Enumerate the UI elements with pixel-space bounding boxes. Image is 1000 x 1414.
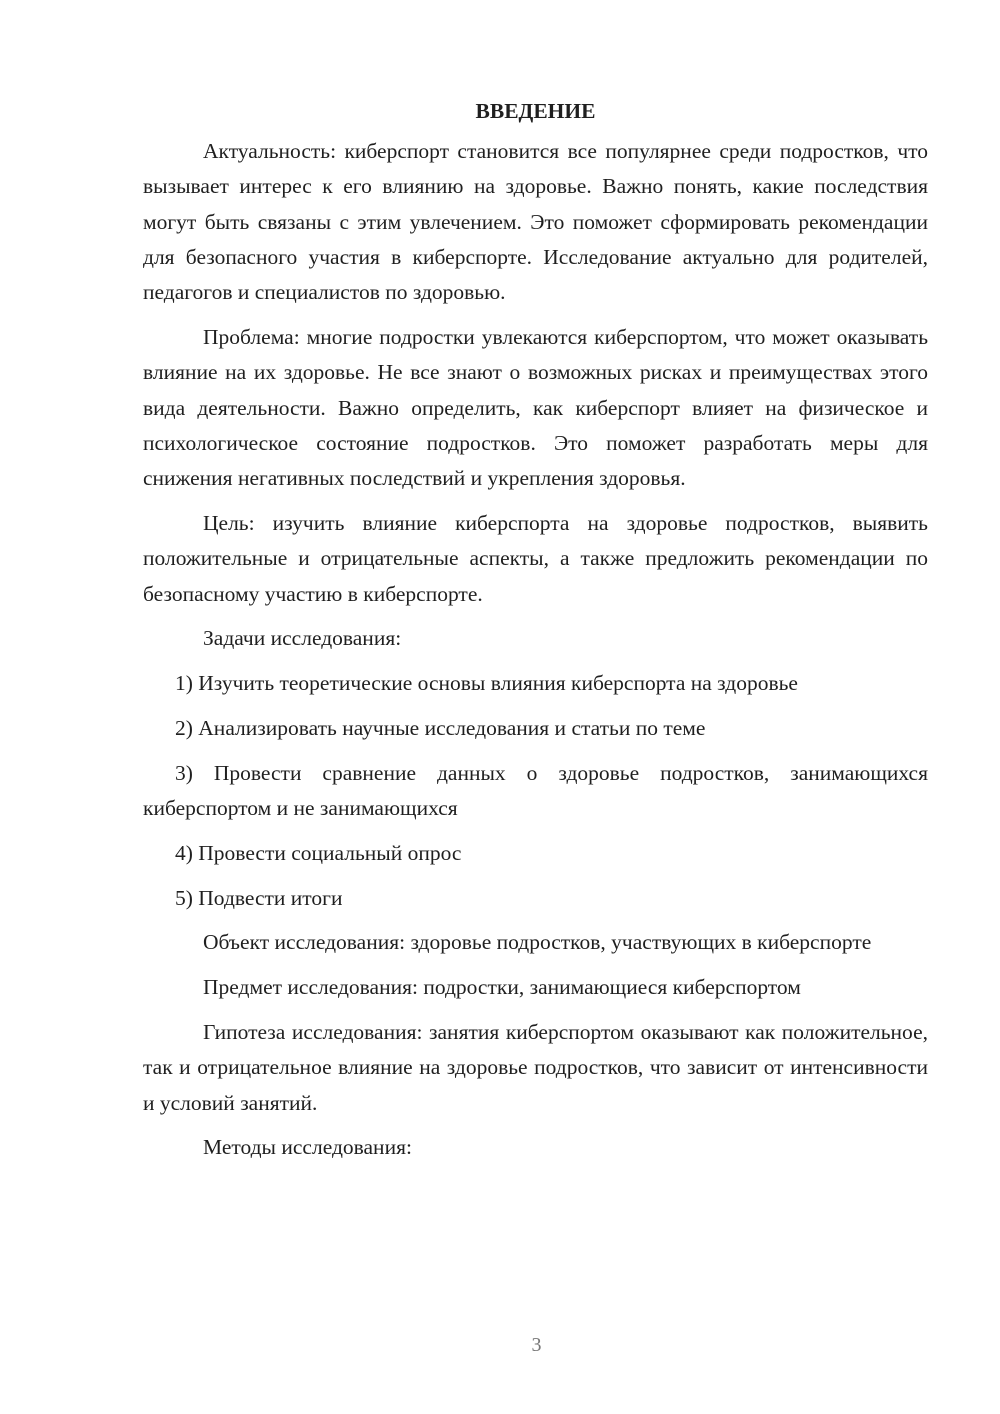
section-title: ВВЕДЕНИЕ bbox=[475, 99, 596, 123]
task-item-3: 3) Провести сравнение данных о здоровье подростков, занимающихся киберспортом и не занимающихся bbox=[143, 760, 928, 821]
goal-paragraph: Цель: изучить влияние киберспорта на здоровье подростков, выявить положительные и отрицательные аспекты, а также предложить рекомендации по безопасному участию в киберспорте. bbox=[143, 510, 928, 606]
task-item-5: 5) Подвести итоги bbox=[175, 885, 343, 910]
page-content bbox=[143, 96, 928, 1175]
relevance-paragraph: Актуальность: киберспорт становится все популярнее среди подростков, что вызывает интерес к его влиянию на здоровье. Важно понять, какие последствия могут быть связаны с этим увлечением. Это поможет сформировать рекомендации для безопасного участия в киберспорте. Исследование актуально для родителей, педагогов и специалистов по здоровью. bbox=[143, 139, 928, 305]
task-item-4: 4) Провести социальный опрос bbox=[175, 840, 462, 865]
methods-heading: Методы исследования: bbox=[203, 1135, 412, 1160]
task-item-1: 1) Изучить теоретические основы влияния киберспорта на здоровье bbox=[175, 671, 798, 696]
tasks-heading: Задачи исследования: bbox=[203, 626, 402, 651]
hypothesis-paragraph: Гипотеза исследования: занятия киберспортом оказывают как положительное, так и отрицательное влияние на здоровье подростков, что зависит от интенсивности и условий занятий. bbox=[143, 1020, 928, 1115]
problem-paragraph: Проблема: многие подростки увлекаются киберспортом, что может оказывать влияние на их здоровье. Не все знают о возможных рисках и преимуществах этого вида деятельности. Важно определить, как киберспорт влияет на физическое и психологическое состояние подростков. Это поможет разработать меры для снижения негативных последствий и укрепления здоровья. bbox=[143, 324, 928, 491]
task-item-2: 2) Анализировать научные исследования и статьи по теме bbox=[175, 715, 706, 740]
page-number: 3 bbox=[531, 1334, 542, 1356]
object-paragraph: Объект исследования: здоровье подростков, участвующих в киберспорте bbox=[203, 930, 872, 955]
subject-paragraph: Предмет исследования: подростки, занимающиеся киберспортом bbox=[203, 975, 801, 1000]
